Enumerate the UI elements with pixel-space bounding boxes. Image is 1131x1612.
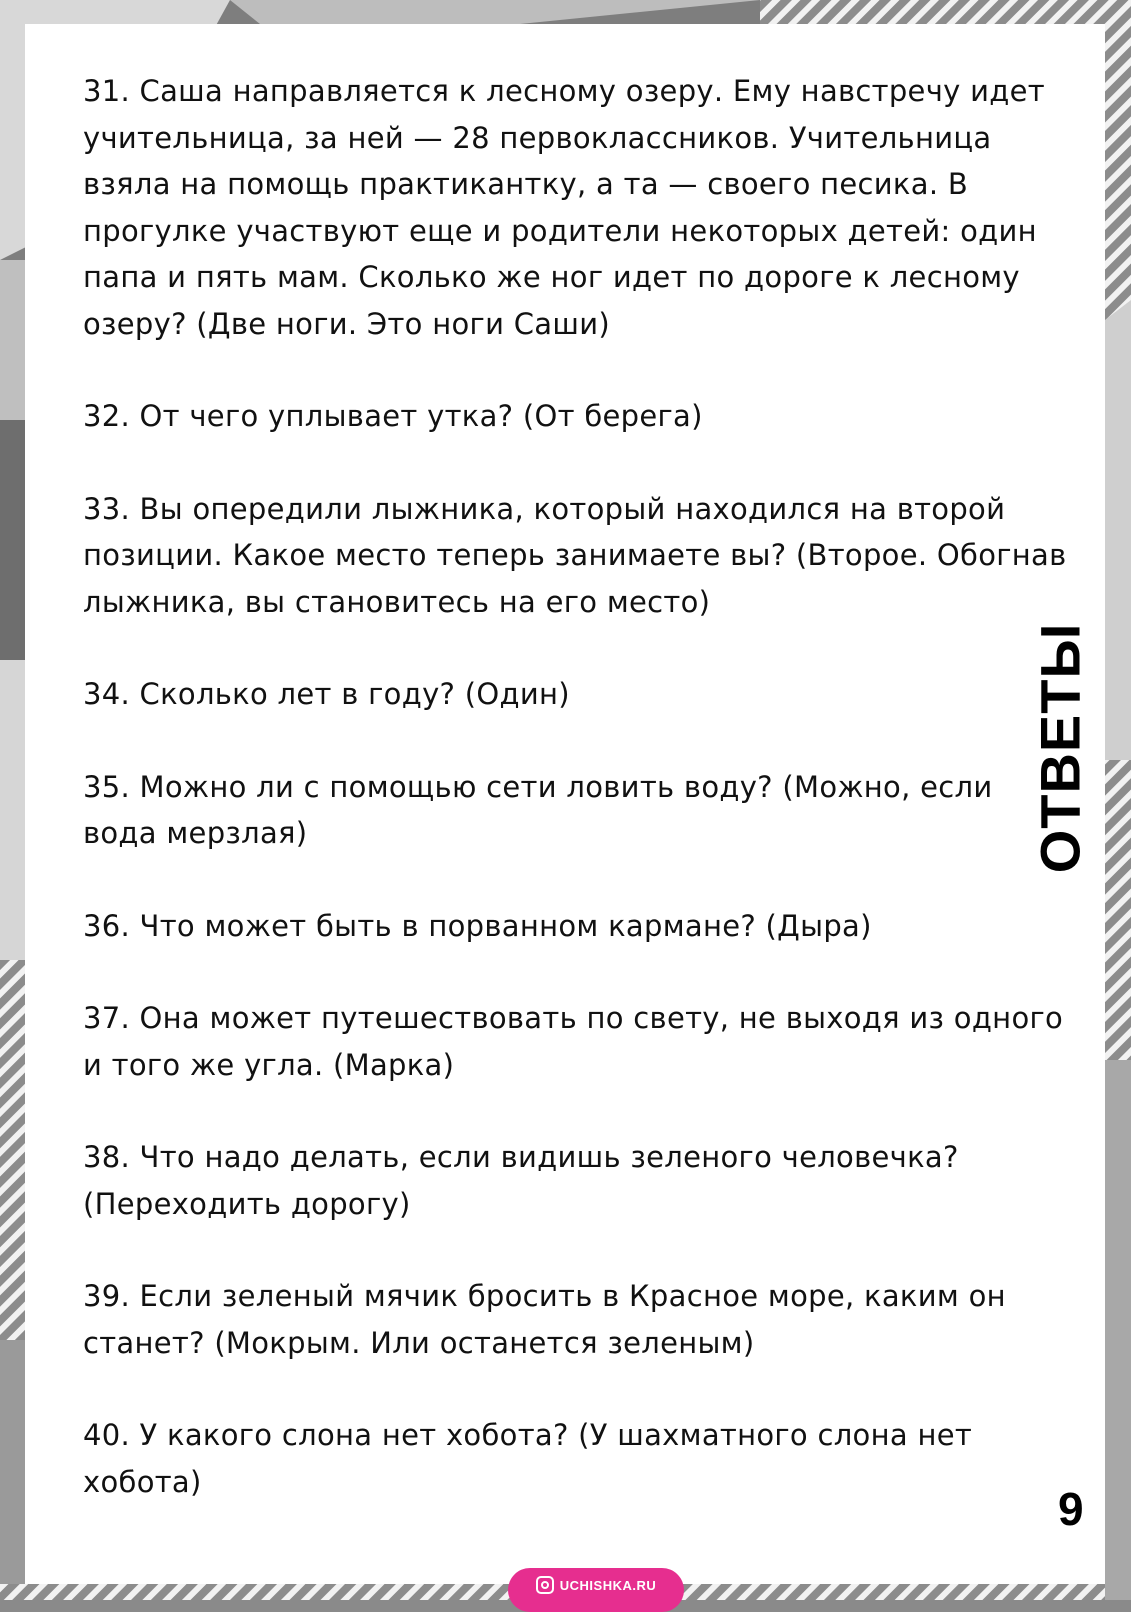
answer-item-33: 33. Вы опередили лыжника, который находился на второй позиции. Какое место теперь занимаете вы? (Второе. Обогнав лыжника, вы становитесь на его место) — [83, 491, 1067, 619]
answer-item-37: 37. Она может путешествовать по свету, не выходя из одного и того же угла. (Марка) — [83, 1001, 1064, 1082]
instagram-icon — [536, 1576, 554, 1594]
answer-item-32: 32. От чего уплывает утка? (От берега) — [83, 399, 703, 433]
site-link-text[interactable]: UCHISHKA.RU — [559, 1577, 657, 1593]
answer-item-40: 40. У какого слона нет хобота? (У шахматного слона нет хобота) — [83, 1418, 973, 1499]
answer-item-31: 31. Саша направляется к лесному озеру. Ему навстречу идет учительница, за ней — 28 первоклассников. Учительница взяла на помощь практикантку, а та — своего песика. В прогулке участвуют еще и родители некоторых детей: один папа и пять мам. Сколько же ног идет по дороге к лесному озеру? (Две ноги. Это ноги Саши) — [83, 74, 1045, 341]
answers-page — [25, 24, 1105, 1584]
answer-item-34: 34. Сколько лет в году? (Один) — [83, 677, 570, 711]
answer-item-39: 39. Если зеленый мячик бросить в Красное море, каким он станет? (Мокрым. Или останется зеленым) — [83, 1279, 1006, 1360]
site-badge[interactable] — [508, 1568, 684, 1612]
answer-item-36: 36. Что может быть в порванном кармане? (Дыра) — [83, 908, 872, 943]
section-title-vertical — [1028, 622, 1092, 874]
answer-item-38: 38. Что надо делать, если видишь зеленого человечка? (Переходить дорогу) — [83, 1140, 959, 1221]
answer-item-35: 35. Можно ли с помощью сети ловить воду? (Можно, если вода мерзлая) — [83, 769, 993, 850]
answers-list — [83, 68, 1073, 1505]
page-number: 9 — [1058, 1483, 1084, 1535]
section-title-text: ОТВЕТЫ — [1028, 622, 1092, 874]
